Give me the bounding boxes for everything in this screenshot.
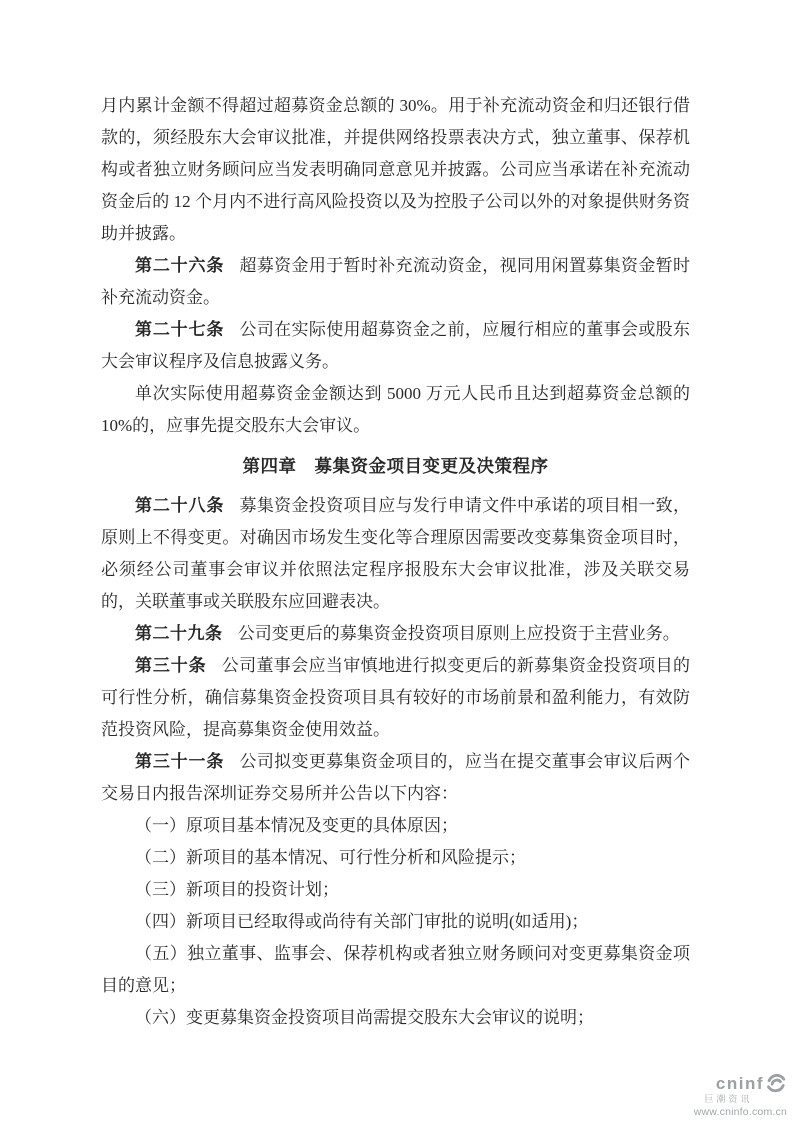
list-item-3: （三）新项目的投资计划； (135, 880, 339, 899)
article-26-text: 超募资金用于暂时补充流动资金，视同用闲置募集资金暂时补充流动资金。 (101, 256, 691, 307)
article-28-label: 第二十八条 (135, 496, 225, 515)
article-31-label: 第三十一条 (135, 752, 225, 771)
article-28-text: 募集资金投资项目应与发行申请文件中承诺的项目相一致，原则上不得变更。对确因市场发生变化等合理原因需要改变募集资金项目时，必须经公司董事会审议并依照法定程序报股东大会审议批准，涉及关联交易的，关联董事或关联股东应回避表决。 (101, 496, 691, 611)
paragraph-continuation: 月内累计金额不得超过超募资金总额的 30%。用于补充流动资金和归还银行借款的，须经股东大会审议批准，并提供网络投票表决方式，独立董事、保荐机构或者独立财务顾问应当发表明确同意意见并披露。公司应当承诺在补充流动资金后的 12 个月内不进行高风险投资以及为控股子公司以外的对象提供财务资助并披露。 (101, 96, 690, 243)
article-28 (101, 490, 690, 618)
article-29 (101, 618, 690, 650)
article-31-text: 公司拟变更募集资金项目的，应当在提交董事会审议后两个交易日内报告深圳证券交易所并公告以下内容： (101, 752, 691, 803)
cninfo-brand-url: www.cninfo.com.cn (693, 1106, 787, 1118)
document-body (101, 90, 690, 1034)
cninfo-logo (694, 1072, 787, 1118)
list-item-6: （六）变更募集资金投资项目尚需提交股东大会审议的说明； (135, 1008, 594, 1027)
article-26 (101, 250, 690, 314)
cninfo-brand-chinese: 巨潮资讯 (704, 1094, 753, 1104)
list-item-2: （二）新项目的基本情况、可行性分析和风险提示； (135, 848, 526, 867)
article-30 (101, 650, 690, 746)
article-30-label: 第三十条 (135, 656, 207, 675)
list-item-4: （四）新项目已经取得或尚待有关部门审批的说明(如适用)； (135, 912, 589, 931)
article-26-label: 第二十六条 (135, 256, 225, 275)
list-item-1: （一）原项目基本情况及变更的具体原因； (135, 816, 458, 835)
cninfo-brand-text: cninf (715, 1073, 764, 1093)
list-item-5: （五）独立董事、监事会、保荐机构或者独立财务顾问对变更募集资金项目的意见； (101, 944, 690, 995)
chapter-heading: 第四章 募集资金项目变更及决策程序 (242, 456, 549, 476)
article-27-text: 公司在实际使用超募资金之前，应履行相应的董事会或股东大会审议程序及信息披露义务。 (101, 320, 691, 371)
article-30-text: 公司董事会应当审慎地进行拟变更后的新募集资金投资项目的可行性分析，确信募集资金投资项目具有较好的市场前景和盈利能力，有效防范投资风险，提高募集资金使用效益。 (101, 656, 691, 739)
cninfo-brand-row (694, 1072, 787, 1094)
article-27 (101, 314, 690, 378)
article-29-text: 公司变更后的募集资金投资项目原则上应投资于主营业务。 (237, 624, 680, 643)
article-29-label: 第二十九条 (135, 624, 223, 643)
article-27-sub-paragraph: 单次实际使用超募资金金额达到 5000 万元人民币且达到超募资金总额的10%的，应事先提交股东大会审议。 (101, 384, 690, 435)
cninfo-swirl-icon (765, 1072, 787, 1094)
article-31 (101, 746, 690, 810)
article-27-label: 第二十七条 (135, 320, 225, 339)
